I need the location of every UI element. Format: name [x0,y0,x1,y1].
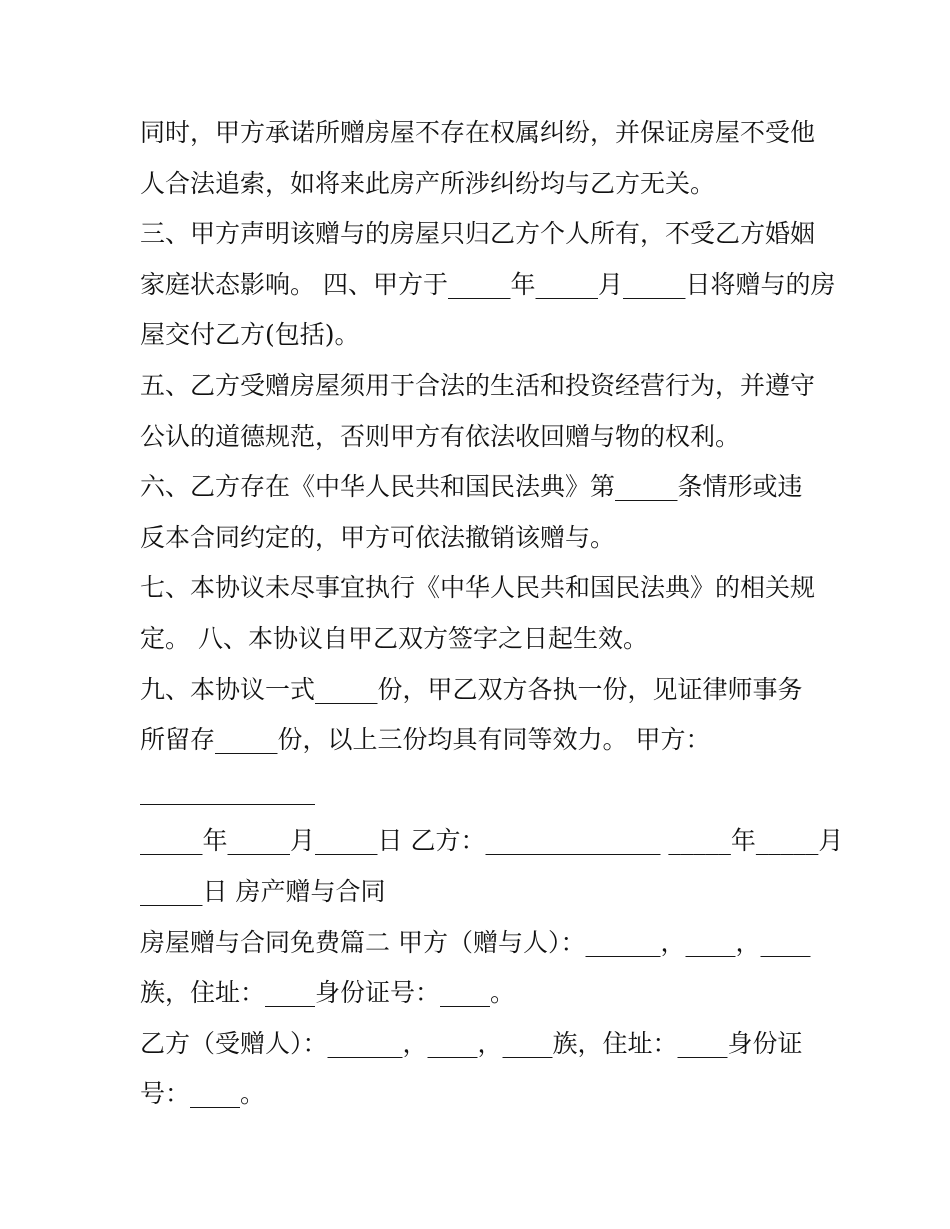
text-line: _____日 房产赠与合同 [140,876,386,906]
text-line: 定。 八、本协议自甲乙双方签字之日起生效。 [140,623,648,653]
text-line: 族，住址：____身份证号：____。 [140,978,516,1008]
text-line: 房屋赠与合同免费篇二 甲方（赠与人）：______，____，____ [140,927,811,957]
text-line: 公认的道德规范，否则甲方有依法收回赠与物的权利。 [140,421,741,451]
text-line: 所留存_____份，以上三份均具有同等效力。 甲方： [140,725,711,755]
text-line: 三、甲方声明该赠与的房屋只归乙方个人所有，不受乙方婚姻 [140,219,816,249]
text-line: 家庭状态影响。 四、甲方于_____年_____月_____日将赠与的房 [140,269,836,299]
signature-line: ______________ [140,775,315,805]
text-line: 号：____。 [140,1079,266,1109]
text-line: 五、乙方受赠房屋须用于合法的生活和投资经营行为，并遵守 [140,370,816,400]
text-line: 人合法追索，如将来此房产所涉纠纷均与乙方无关。 [140,168,716,198]
text-line: 反本合同约定的，甲方可依法撤销该赠与。 [140,522,616,552]
text-line: 屋交付乙方(包括)。 [140,320,360,350]
text-line: 同时，甲方承诺所赠房屋不存在权属纠纷，并保证房屋不受他 [140,118,816,147]
text-line: 九、本协议一式_____份，甲乙双方各执一份，见证律师事务 [140,674,803,704]
text-line: 乙方（受赠人）：______，____，____族，住址：____身份证 [140,1028,803,1058]
text-line: _____年_____月_____日 乙方：______________ _____年_____月 [140,826,844,856]
text-line: 六、乙方存在《中华人民共和国民法典》第_____条情形或违 [140,472,803,502]
text-line: 七、本协议未尽事宜执行《中华人民共和国民法典》的相关规 [140,573,816,603]
contract-text [140,108,844,1120]
